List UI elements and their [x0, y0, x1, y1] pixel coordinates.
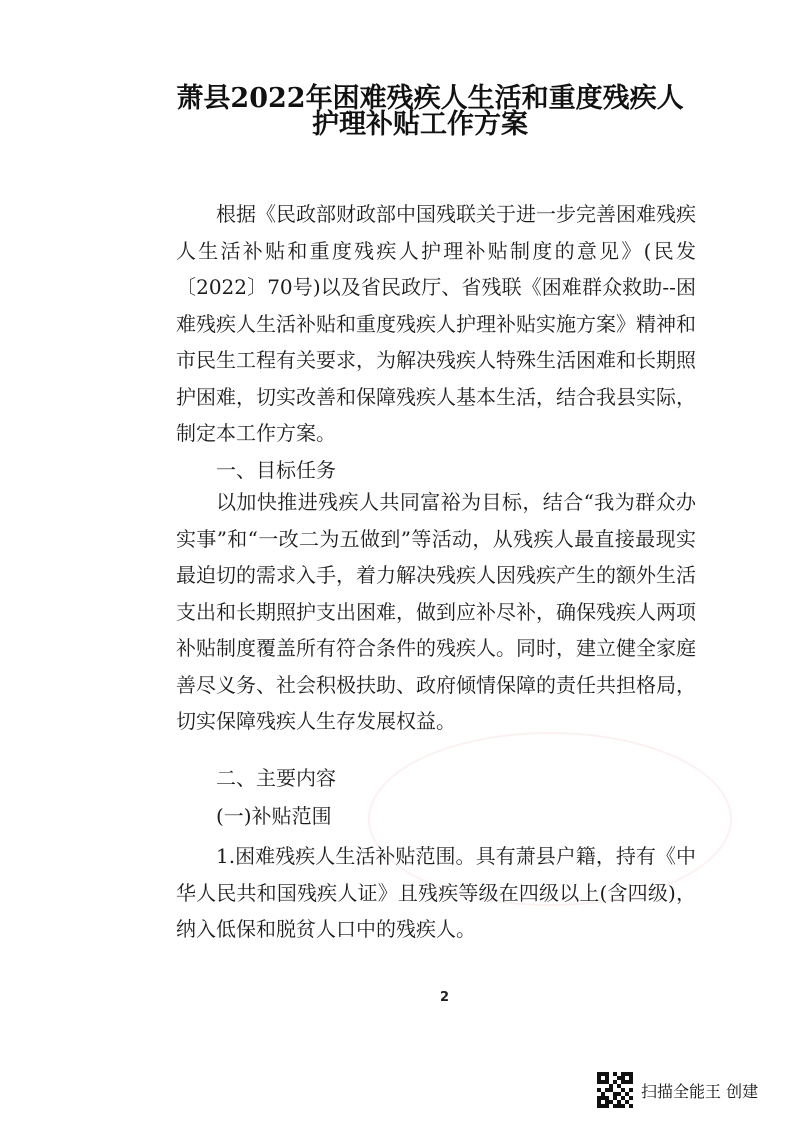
section1-heading: 一、目标任务 [216, 458, 336, 482]
section2-heading-block [176, 760, 696, 797]
document-title-line-1: 萧县2022年困难残疾人生活和重度残疾人 [176, 83, 684, 114]
intro-section [176, 196, 696, 452]
subsection1-heading: (一)补贴范围 [216, 804, 332, 828]
item1-paragraph: 1.困难残疾人生活补贴范围。具有萧县户籍，持有《中华人民共和国残疾人证》且残疾等级在四级以上(含四级)，纳入低保和脱贫人口中的残疾人。 [176, 844, 696, 941]
scanner-label: 扫描全能王 创建 [641, 1081, 759, 1101]
section1-paragraph: 以加快推进残疾人共同富裕为目标，结合“我为群众办实事”和“一改二为五做到”等活动，从残疾人最直接最现实最迫切的需求入手，着力解决残疾人因残疾产生的额外生活支出和长期照护支出困难，做到应补尽补，确保残疾人两项补贴制度覆盖所有符合条件的残疾人。同时，建立健全家庭善尽义务、社会积极扶助、政府倾情保障的责任共担格局，切实保障残疾人生存发展权益。 [176, 490, 696, 733]
subsection1-heading-block [176, 798, 696, 835]
item1-body [176, 838, 696, 948]
section1-body [176, 484, 696, 740]
qr-code-icon [597, 1072, 633, 1108]
document-title-line-2: 护理补贴工作方案 [312, 109, 528, 140]
intro-paragraph: 根据《民政部财政部中国残联关于进一步完善困难残疾人生活补贴和重度残疾人护理补贴制度的意见》(民发〔2022〕70号)以及省民政厅、省残联《困难群众救助--困难残疾人生活补贴和重度残疾人护理补贴实施方案》精神和市民生工程有关要求，为解决残疾人特殊生活困难和长期照护困难，切实改善和保障残疾人基本生活，结合我县实际，制定本工作方案。 [176, 202, 696, 445]
scanner-watermark [597, 1068, 758, 1112]
section2-heading: 二、主要内容 [216, 766, 336, 790]
page-number: 2 [440, 990, 450, 1005]
